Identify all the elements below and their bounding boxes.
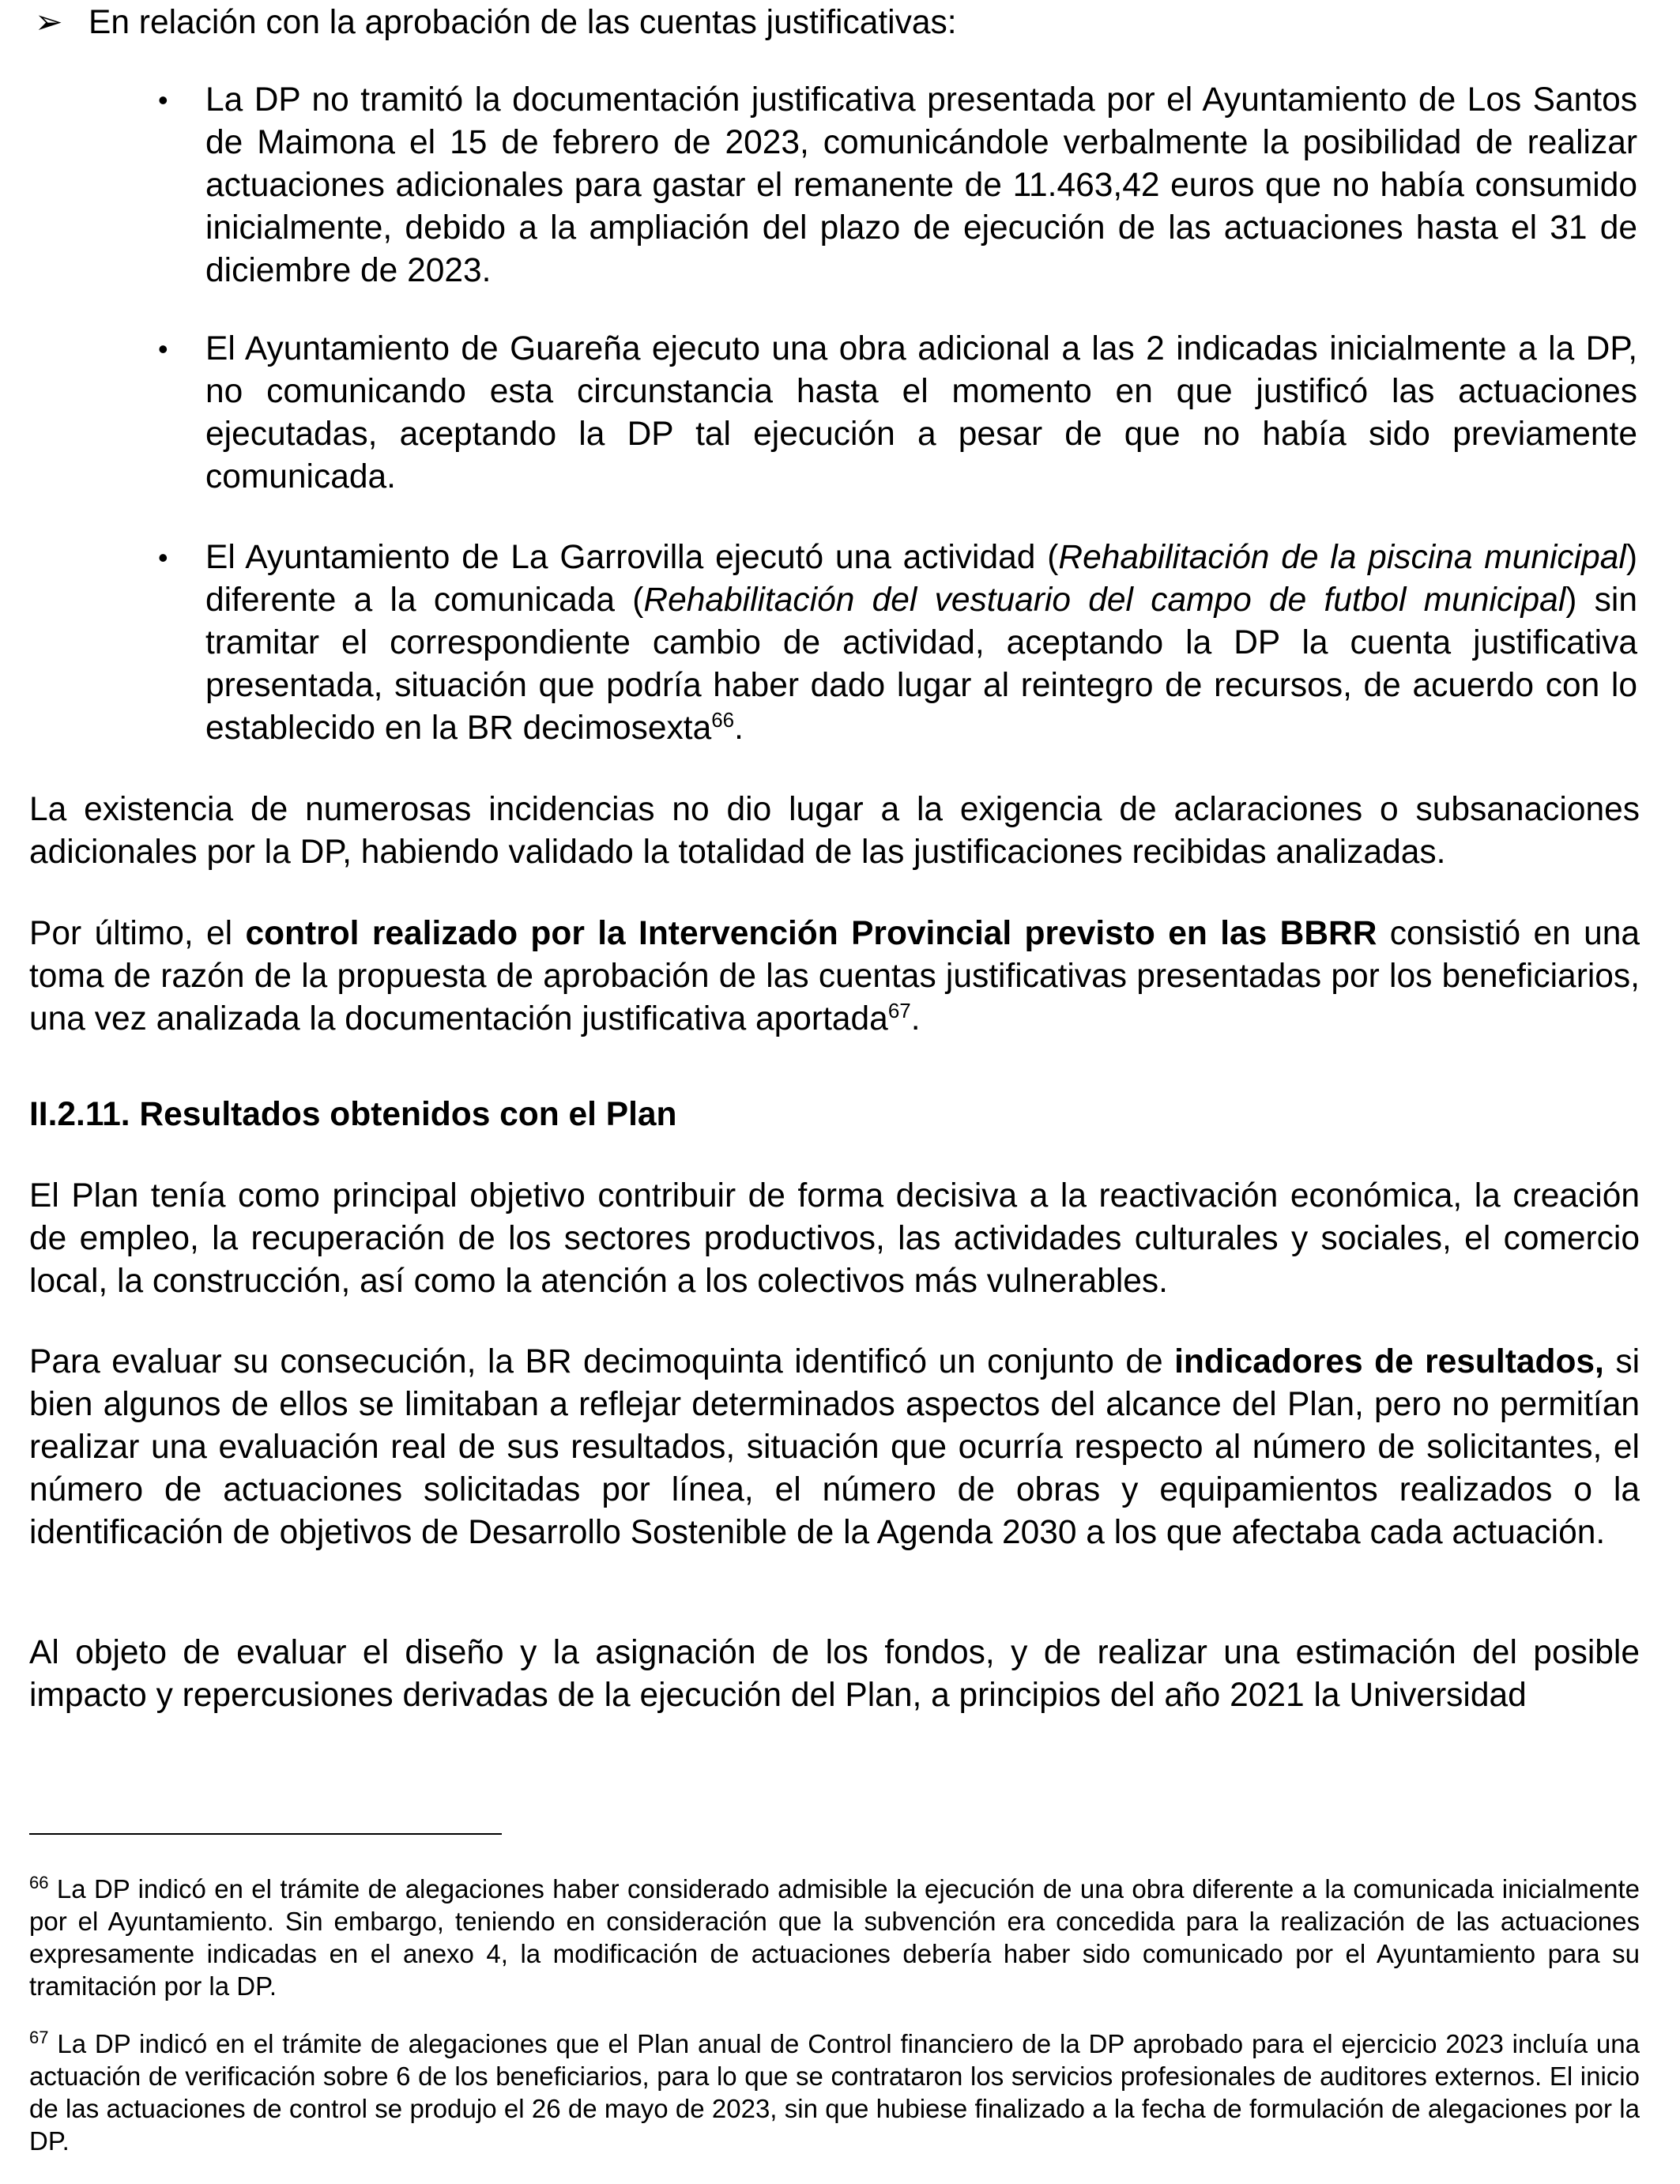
footnote-ref-66[interactable]: 66 bbox=[711, 707, 735, 732]
list-item bbox=[158, 537, 1680, 750]
bullet-icon: • bbox=[158, 541, 168, 574]
footnote-ref-67[interactable]: 67 bbox=[887, 998, 911, 1022]
paragraph-objetivo: El Plan tenía como principal objetivo contribuir de forma decisiva a la reactivación económica, la creación de empleo, la recuperación de los sectores productivos, las actividades culturales y sociales, el comercio local, la construcción, así como la atención a los colectivos más vulnerables. bbox=[29, 1177, 1640, 1300]
bullet-icon: • bbox=[158, 333, 168, 365]
footnote-66: $^{66}$ La DP indicó en el trámite de alegaciones haber considerado admisible la ejecución de una obra diferente a la comunicada inicialmente por el Ayuntamiento. Sin embargo, teniendo en consideración que la subvención era concedida para la realización de las actuaciones expresamente indicadas en el anexo 4, la modificación de actuaciones debería haber sido comunicado por el Ayuntamiento para su tramitación por la DP. bbox=[29, 1873, 1640, 2001]
paragraph-control: Por último, el control realizado por la Intervención Provincial previsto en las BBRR consistió en una toma de razón de la propuesta de aprobación de las cuentas justificativas presentadas por los beneficiarios, una vez analizada la documentación justificativa aportada$^{67}$. bbox=[29, 915, 1640, 1037]
italic-activity: Rehabilitación del vestuario del campo de futbol municipal bbox=[643, 582, 1566, 619]
bullet-text: La DP no tramitó la documentación justificativa presentada por el Ayuntamiento de Los Santos de Maimona el 15 de febrero de 2023, comunicándole verbalmente la posibilidad de realizar actuaciones adicionales para gastar el remanente de 11.463,42 euros que no había consumido inicialmente, debido a la ampliación del plazo de ejecución de las actuaciones hasta el 31 de diciembre de 2023. bbox=[205, 81, 1637, 289]
list-item bbox=[158, 328, 1680, 499]
bullet-text: El Ayuntamiento de Guareña ejecuto una obra adicional a las 2 indicadas inicialmente a la DP, no comunicando esta circunstancia hasta el momento en que justificó las actuaciones ejecutadas, aceptando la DP tal ejecución a pesar de que no había sido previamente comunicada. bbox=[205, 330, 1637, 495]
footnote-67: $^{67}$ La DP indicó en el trámite de alegaciones que el Plan anual de Control financiero de la DP aprobado para el ejercicio 2023 incluía una actuación de verificación sobre 6 de los beneficiarios, para lo que se contrataron los servicios profesionales de auditores externos. El inicio de las actuaciones de control se produjo el 26 de mayo de 2023, sin que hubiese finalizado a la fecha de formulación de alegaciones por la DP. bbox=[29, 2028, 1640, 2156]
bold-phrase: control realizado por la Intervención Provincial previsto en las BBRR bbox=[245, 915, 1377, 952]
italic-activity: Rehabilitación de la piscina municipal bbox=[1058, 539, 1626, 576]
paragraph-incidencias: La existencia de numerosas incidencias no dio lugar a la exigencia de aclaraciones o subsanaciones adicionales por la DP, habiendo validado la totalidad de las justificaciones recibidas analizadas. bbox=[29, 791, 1640, 871]
intro-line bbox=[35, 2, 1640, 44]
intro-text: En relación con la aprobación de las cuentas justificativas: bbox=[89, 4, 957, 41]
list-item bbox=[158, 79, 1680, 292]
footnote-separator bbox=[29, 1833, 502, 1835]
bold-phrase: indicadores de resultados, bbox=[1174, 1343, 1604, 1380]
bullet-text: El Ayuntamiento de La Garrovilla ejecutó una actividad (Rehabilitación de la piscina municipal) diferente a la comunicada (Rehabilitación del vestuario del campo de futbol municipal) sin tramitar el correspondiente cambio de actividad, aceptando la DP la cuenta justificativa presentada, situación que podría haber dado lugar al reintegro de recursos, de acuerdo con lo establecido en la BR decimosexta$^{66}$. bbox=[205, 539, 1637, 747]
section-heading: II.2.11. Resultados obtenidos con el Plan bbox=[29, 1096, 677, 1133]
arrow-bullet-icon: ➢ bbox=[35, 4, 63, 41]
paragraph-evaluar: Para evaluar su consecución, la BR decimoquinta identificó un conjunto de indicadores de resultados, si bien algunos de ellos se limitaban a reflejar determinados aspectos del alcance del Plan, pero no permitían realizar una evaluación real de sus resultados, situación que ocurría respecto al número de solicitantes, el número de actuaciones solicitadas por línea, el número de obras y equipamientos realizados o la identificación de objetivos de Desarrollo Sostenible de la Agenda 2030 a los que afectaba cada actuación. bbox=[29, 1343, 1640, 1551]
paragraph-objeto: Al objeto de evaluar el diseño y la asignación de los fondos, y de realizar una estimación del posible impacto y repercusiones derivadas de la ejecución del Plan, a principios del año 2021 la Universidad bbox=[29, 1634, 1640, 1714]
bullet-icon: • bbox=[158, 84, 168, 116]
